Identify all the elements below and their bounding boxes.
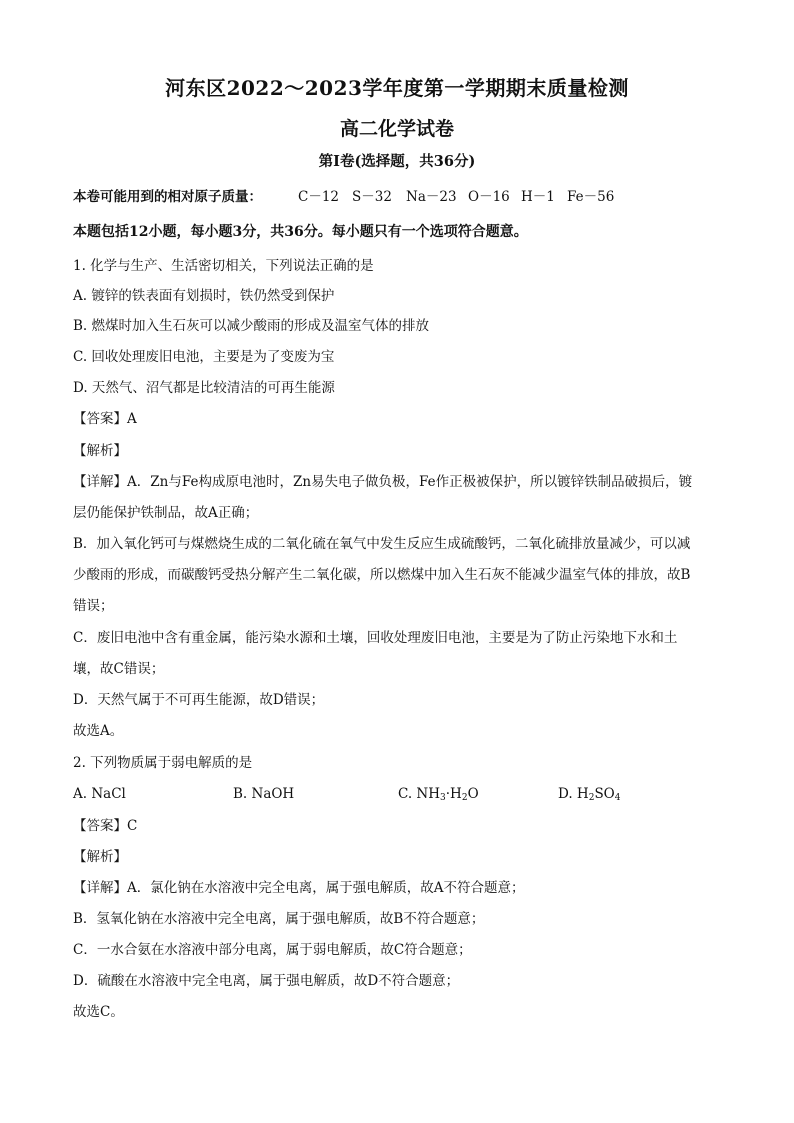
- q2-detail-line: 故选C。: [73, 1004, 124, 1020]
- q1-detail-line: 壤，故C错误；: [73, 661, 165, 677]
- q1-detail-line: B．加入氧化钙可与煤燃烧生成的二氧化硫在氧气中发生反应生成硫酸钙，二氧化硫排放量减少，可以减: [73, 536, 691, 552]
- q1-option-b: B. 燃煤时加入生石灰可以减少酸雨的形成及温室气体的排放: [73, 318, 430, 334]
- atomic-mass-o: O－16: [468, 189, 510, 205]
- q1-analysis: 【解析】: [73, 443, 127, 459]
- q2-answer: 【答案】C: [73, 818, 138, 834]
- q2-stem: 2. 下列物质属于弱电解质的是: [73, 755, 253, 771]
- q2-option-c-sub: 2: [461, 793, 468, 803]
- atomic-mass-fe: Fe－56: [567, 189, 615, 205]
- q2-option-c-part: O: [467, 786, 479, 802]
- atomic-mass-c: C－12: [298, 189, 340, 205]
- q1-detail-line: D．天然气属于不可再生能源，故D错误；: [73, 692, 325, 708]
- q1-detail-line: 故选A。: [73, 723, 124, 739]
- q1-option-c: C. 回收处理废旧电池，主要是为了变废为宝: [73, 349, 335, 365]
- atomic-mass-label: 本卷可能用到的相对原子质量：: [73, 189, 262, 205]
- q2-option-d-sub: 2: [588, 793, 595, 803]
- q2-option-b: B. NaOH: [233, 786, 295, 802]
- exam-subtitle: 高二化学试卷: [339, 118, 454, 140]
- q2-option-c: [398, 786, 479, 803]
- q1-detail-line: 【详解】A．Zn与Fe构成原电池时，Zn易失电子做负极，Fe作正极被保护，所以镀锌铁制品破损后，镀: [73, 474, 693, 490]
- q2-option-c-part: ·H: [445, 786, 462, 802]
- atomic-mass-h: H－1: [521, 189, 555, 205]
- q1-answer: 【答案】A: [73, 411, 137, 427]
- q1-detail-line: 少酸雨的形成，而碳酸钙受热分解产生二氧化碳，所以燃煤中加入生石灰不能减少温室气体的排放，故B: [73, 567, 691, 583]
- q2-option-d-part: SO: [594, 786, 615, 802]
- q1-stem: 1. 化学与生产、生活密切相关，下列说法正确的是: [73, 258, 374, 274]
- q2-detail-line: B．氢氧化钠在水溶液中完全电离，属于强电解质，故B不符合题意；: [73, 911, 485, 927]
- exam-title: 河东区2022～2023学年度第一学期期末质量检测: [165, 76, 629, 100]
- q2-option-c-sub: 3: [440, 793, 446, 803]
- q1-detail-line: 错误；: [73, 598, 114, 614]
- q1-detail-line: C．废旧电池中含有重金属，能污染水源和土壤，回收处理废旧电池，主要是为了防止污染地下水和土: [73, 630, 678, 646]
- atomic-mass-s: S－32: [352, 189, 392, 205]
- q1-option-a: A. 镀锌的铁表面有划损时，铁仍然受到保护: [73, 288, 335, 304]
- q2-detail-line: C．一水合氨在水溶液中部分电离，属于弱电解质，故C符合题意；: [73, 942, 472, 958]
- q1-detail-line: 层仍能保护铁制品，故A正确；: [73, 505, 259, 521]
- q2-option-d-sub: 4: [614, 793, 621, 803]
- section-title: 第I卷(选择题，共36分): [318, 153, 476, 170]
- q2-option-c-part: C. NH: [398, 786, 441, 802]
- q2-analysis: 【解析】: [73, 849, 127, 865]
- q2-option-d-part: D. H: [558, 786, 589, 802]
- instructions: 本题包括12小题，每小题3分，共36分。每小题只有一个选项符合题意。: [73, 224, 528, 240]
- q2-detail-line: 【详解】A．氯化钠在水溶液中完全电离，属于强电解质，故A不符合题意；: [73, 880, 525, 896]
- q2-option-a: A. NaCl: [73, 786, 126, 802]
- q2-detail-line: D．硫酸在水溶液中完全电离，属于强电解质，故D不符合题意；: [73, 973, 460, 989]
- q2-option-d: [558, 786, 621, 803]
- atomic-mass-na: Na－23: [406, 189, 457, 205]
- q1-option-d: D. 天然气、沼气都是比较清洁的可再生能源: [73, 380, 335, 396]
